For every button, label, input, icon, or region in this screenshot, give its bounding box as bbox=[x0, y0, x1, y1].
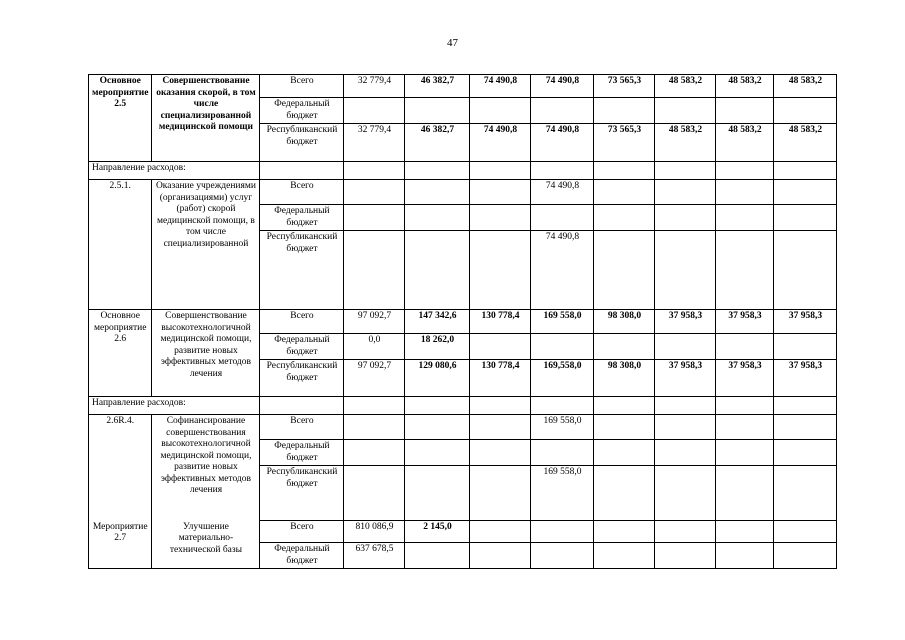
event-name: Софинансирование совершенствования высокотехнологичной медицинской помощи, развитие новых эффективных методов лечения bbox=[152, 415, 260, 521]
amount-cell bbox=[716, 334, 774, 360]
amount-cell: 130 778,4 bbox=[470, 360, 531, 397]
amount-cell bbox=[470, 205, 531, 231]
funding-source: Федеральный бюджет bbox=[260, 334, 344, 360]
amount-cell: 18 262,0 bbox=[405, 334, 470, 360]
amount-cell bbox=[344, 440, 405, 466]
empty-cell bbox=[260, 397, 344, 415]
amount-cell: 74 490,8 bbox=[531, 124, 594, 162]
empty-cell bbox=[774, 397, 837, 415]
amount-cell: 129 080,6 bbox=[405, 360, 470, 397]
amount-cell: 97 092,7 bbox=[344, 310, 405, 334]
amount-cell: 46 382,7 bbox=[405, 124, 470, 162]
amount-cell bbox=[594, 180, 655, 205]
amount-cell bbox=[594, 205, 655, 231]
amount-cell bbox=[594, 334, 655, 360]
amount-cell bbox=[716, 521, 774, 543]
amount-cell bbox=[716, 180, 774, 205]
event-code: Основное мероприятие 2.5 bbox=[89, 75, 152, 162]
empty-cell bbox=[470, 162, 531, 180]
empty-cell bbox=[405, 397, 470, 415]
budget-table bbox=[88, 74, 837, 569]
amount-cell: 37 958,3 bbox=[716, 360, 774, 397]
amount-cell bbox=[774, 98, 837, 124]
empty-cell bbox=[531, 162, 594, 180]
amount-cell: 37 958,3 bbox=[774, 310, 837, 334]
amount-cell: 169,558,0 bbox=[531, 360, 594, 397]
direction-label: Направление расходов: bbox=[89, 397, 260, 415]
amount-cell: 48 583,2 bbox=[716, 75, 774, 98]
amount-cell bbox=[655, 205, 716, 231]
amount-cell: 2 145,0 bbox=[405, 521, 470, 543]
amount-cell: 32 779,4 bbox=[344, 75, 405, 98]
amount-cell bbox=[774, 180, 837, 205]
amount-cell bbox=[655, 543, 716, 569]
amount-cell: 73 565,3 bbox=[594, 124, 655, 162]
amount-cell bbox=[531, 334, 594, 360]
amount-cell bbox=[531, 205, 594, 231]
page-number: 47 bbox=[447, 37, 458, 49]
amount-cell bbox=[594, 466, 655, 521]
table-row bbox=[89, 415, 837, 440]
amount-cell: 169 558,0 bbox=[531, 310, 594, 334]
empty-cell bbox=[405, 162, 470, 180]
amount-cell: 74 490,8 bbox=[531, 180, 594, 205]
event-code: 2.5.1. bbox=[89, 180, 152, 310]
amount-cell: 97 092,7 bbox=[344, 360, 405, 397]
direction-row bbox=[89, 397, 837, 415]
amount-cell bbox=[774, 334, 837, 360]
amount-cell bbox=[716, 415, 774, 440]
amount-cell bbox=[716, 440, 774, 466]
amount-cell: 98 308,0 bbox=[594, 310, 655, 334]
amount-cell bbox=[470, 415, 531, 440]
amount-cell bbox=[594, 543, 655, 569]
amount-cell bbox=[470, 231, 531, 310]
amount-cell bbox=[716, 205, 774, 231]
empty-cell bbox=[655, 397, 716, 415]
amount-cell bbox=[655, 98, 716, 124]
amount-cell bbox=[774, 440, 837, 466]
amount-cell bbox=[594, 440, 655, 466]
amount-cell: 74 490,8 bbox=[531, 75, 594, 98]
amount-cell: 130 778,4 bbox=[470, 310, 531, 334]
table-row bbox=[89, 75, 837, 98]
amount-cell bbox=[655, 415, 716, 440]
table-row bbox=[89, 521, 837, 543]
amount-cell bbox=[716, 543, 774, 569]
amount-cell bbox=[594, 231, 655, 310]
amount-cell: 48 583,2 bbox=[655, 75, 716, 98]
funding-source: Всего bbox=[260, 415, 344, 440]
amount-cell: 48 583,2 bbox=[716, 124, 774, 162]
amount-cell: 147 342,6 bbox=[405, 310, 470, 334]
amount-cell: 37 958,3 bbox=[655, 310, 716, 334]
empty-cell bbox=[716, 162, 774, 180]
empty-cell bbox=[344, 397, 405, 415]
event-code: 2.6R.4. bbox=[89, 415, 152, 521]
amount-cell: 48 583,2 bbox=[774, 124, 837, 162]
empty-cell bbox=[260, 162, 344, 180]
direction-label: Направление расходов: bbox=[89, 162, 260, 180]
amount-cell bbox=[774, 543, 837, 569]
amount-cell: 169 558,0 bbox=[531, 415, 594, 440]
amount-cell: 48 583,2 bbox=[655, 124, 716, 162]
amount-cell bbox=[470, 521, 531, 543]
amount-cell: 37 958,3 bbox=[774, 360, 837, 397]
table-row bbox=[89, 180, 837, 205]
amount-cell bbox=[716, 466, 774, 521]
amount-cell: 48 583,2 bbox=[774, 75, 837, 98]
amount-cell: 0,0 bbox=[344, 334, 405, 360]
event-name: Совершенствование высокотехнологичной медицинской помощи, развитие новых эффективных методов лечения bbox=[152, 310, 260, 397]
amount-cell bbox=[405, 440, 470, 466]
amount-cell bbox=[774, 205, 837, 231]
amount-cell bbox=[344, 98, 405, 124]
amount-cell bbox=[344, 205, 405, 231]
amount-cell bbox=[405, 180, 470, 205]
amount-cell bbox=[531, 521, 594, 543]
empty-cell bbox=[594, 397, 655, 415]
amount-cell: 32 779,4 bbox=[344, 124, 405, 162]
event-name: Совершенствование оказания скорой, в том числе специализированной медицинской помощи bbox=[152, 75, 260, 162]
amount-cell bbox=[405, 231, 470, 310]
empty-cell bbox=[655, 162, 716, 180]
empty-cell bbox=[594, 162, 655, 180]
funding-source: Федеральный бюджет bbox=[260, 98, 344, 124]
amount-cell: 637 678,5 bbox=[344, 543, 405, 569]
empty-cell bbox=[344, 162, 405, 180]
amount-cell bbox=[405, 415, 470, 440]
amount-cell: 37 958,3 bbox=[716, 310, 774, 334]
amount-cell bbox=[405, 543, 470, 569]
amount-cell bbox=[655, 231, 716, 310]
amount-cell: 98 308,0 bbox=[594, 360, 655, 397]
amount-cell bbox=[405, 98, 470, 124]
amount-cell bbox=[405, 205, 470, 231]
funding-source: Федеральный бюджет bbox=[260, 205, 344, 231]
funding-source: Федеральный бюджет bbox=[260, 543, 344, 569]
amount-cell bbox=[655, 466, 716, 521]
amount-cell: 73 565,3 bbox=[594, 75, 655, 98]
direction-row bbox=[89, 162, 837, 180]
amount-cell bbox=[716, 231, 774, 310]
amount-cell bbox=[470, 543, 531, 569]
amount-cell bbox=[655, 440, 716, 466]
funding-source: Республиканский бюджет bbox=[260, 360, 344, 397]
amount-cell bbox=[774, 231, 837, 310]
amount-cell bbox=[594, 521, 655, 543]
amount-cell bbox=[344, 415, 405, 440]
amount-cell: 74 490,8 bbox=[531, 231, 594, 310]
amount-cell bbox=[774, 415, 837, 440]
amount-cell: 37 958,3 bbox=[655, 360, 716, 397]
amount-cell bbox=[470, 466, 531, 521]
amount-cell bbox=[531, 98, 594, 124]
funding-source: Всего bbox=[260, 75, 344, 98]
amount-cell bbox=[470, 98, 531, 124]
funding-source: Республиканский бюджет bbox=[260, 231, 344, 310]
empty-cell bbox=[531, 397, 594, 415]
amount-cell bbox=[655, 521, 716, 543]
funding-source: Республиканский бюджет bbox=[260, 124, 344, 162]
amount-cell bbox=[344, 466, 405, 521]
amount-cell: 169 558,0 bbox=[531, 466, 594, 521]
funding-source: Всего bbox=[260, 521, 344, 543]
amount-cell bbox=[344, 180, 405, 205]
table-row bbox=[89, 310, 837, 334]
empty-cell bbox=[470, 397, 531, 415]
amount-cell bbox=[531, 440, 594, 466]
amount-cell: 46 382,7 bbox=[405, 75, 470, 98]
funding-source: Всего bbox=[260, 310, 344, 334]
amount-cell bbox=[470, 440, 531, 466]
amount-cell bbox=[655, 180, 716, 205]
funding-source: Федеральный бюджет bbox=[260, 440, 344, 466]
amount-cell bbox=[655, 334, 716, 360]
amount-cell: 74 490,8 bbox=[470, 124, 531, 162]
amount-cell bbox=[774, 466, 837, 521]
funding-source: Всего bbox=[260, 180, 344, 205]
empty-cell bbox=[774, 162, 837, 180]
amount-cell bbox=[774, 521, 837, 543]
event-name: Оказание учреждениями (организациями) услуг (работ) скорой медицинской помощи, в том числе специализированной bbox=[152, 180, 260, 310]
empty-cell bbox=[716, 397, 774, 415]
amount-cell bbox=[531, 543, 594, 569]
amount-cell bbox=[716, 98, 774, 124]
amount-cell bbox=[344, 231, 405, 310]
amount-cell: 74 490,8 bbox=[470, 75, 531, 98]
event-code: Основное мероприятие 2.6 bbox=[89, 310, 152, 397]
amount-cell bbox=[405, 466, 470, 521]
budget-table-body bbox=[89, 75, 837, 569]
funding-source: Республиканский бюджет bbox=[260, 466, 344, 521]
amount-cell: 810 086,9 bbox=[344, 521, 405, 543]
amount-cell bbox=[594, 415, 655, 440]
amount-cell bbox=[594, 98, 655, 124]
event-name: Улучшение материально-технической базы bbox=[152, 521, 260, 569]
amount-cell bbox=[470, 334, 531, 360]
amount-cell bbox=[470, 180, 531, 205]
event-code: Мероприятие 2.7 bbox=[89, 521, 152, 569]
